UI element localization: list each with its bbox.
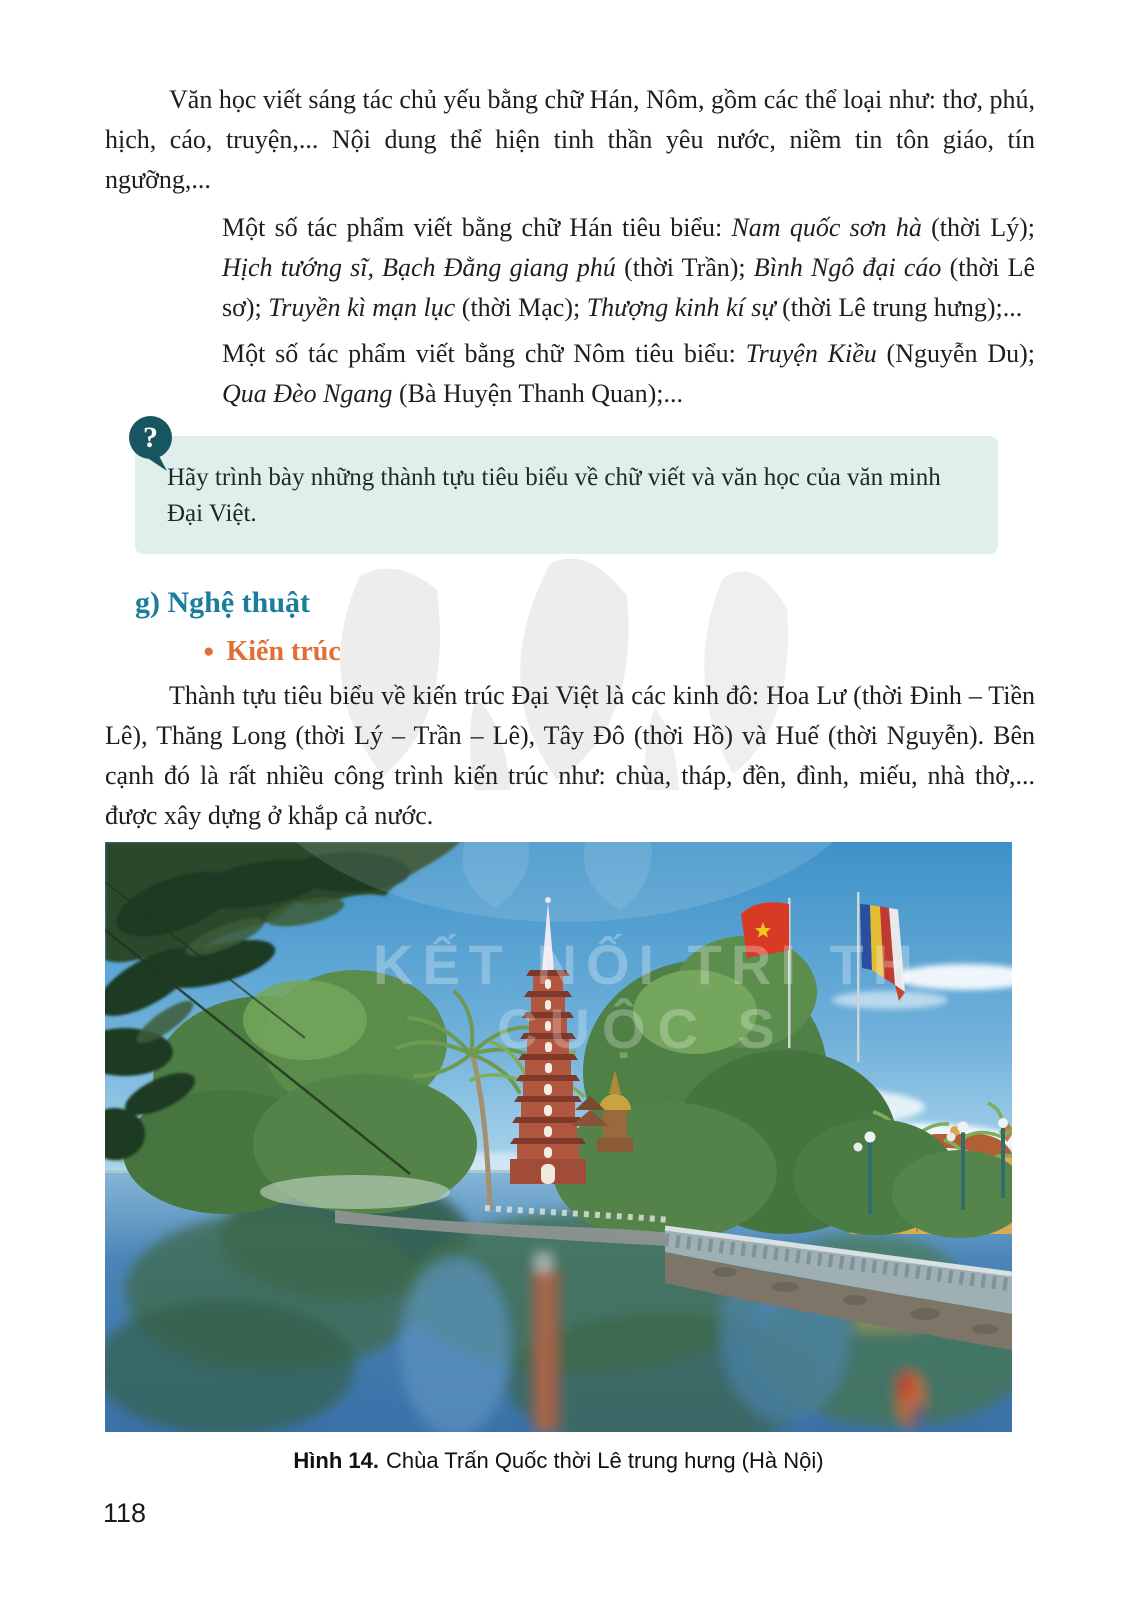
paragraph-architecture: Thành tựu tiêu biểu về kiến trúc Đại Việt là các kinh đô: Hoa Lư (thời Đinh – Tiền Lê), Thăng Long (thời Lý – Trần – Lê), Tây Đô (thời Hồ) và Huế (thời Nguyễn). Bên cạnh đó là rất nhiều công trình kiến trúc như: chùa, tháp, đền, đình, miếu, nhà thờ,... được xây dựng ở khắp cả nước. <box>105 681 1035 830</box>
svg-text:?: ? <box>143 421 158 454</box>
figure-label: Hình 14. <box>293 1448 379 1473</box>
figure-caption-text: Chùa Trấn Quốc thời Lê trung hưng (Hà Nội) <box>385 1448 824 1473</box>
paragraph-nom-works: Một số tác phẩm viết bằng chữ Nôm tiêu biểu: Truyện Kiều (Nguyễn Du); Qua Đèo Ngang (Bà Huyện Thanh Quan);... <box>222 339 1035 408</box>
figure-caption <box>105 1448 1012 1474</box>
svg-text:CUỘC S: CUỘC S <box>497 997 787 1060</box>
page-number: 118 <box>103 1498 147 1528</box>
tran-quoc-pagoda-photo <box>105 842 1012 1432</box>
question-text: Hãy trình bày những thành tựu tiêu biểu về chữ viết và văn học của văn minh Đại Việt. <box>167 464 941 527</box>
question-box <box>135 421 998 554</box>
svg-text:KẾT NỐI TRI TH: KẾT NỐI TRI TH <box>373 933 923 996</box>
bullet-icon: ● <box>203 641 215 662</box>
subsection-label: Kiến trúc <box>226 636 341 667</box>
question-mark-icon <box>128 415 174 473</box>
figure-tran-quoc-pagoda <box>105 842 1012 1474</box>
paragraph-literature: Văn học viết sáng tác chủ yếu bằng chữ Hán, Nôm, gồm các thể loại như: thơ, phú, hịch, cáo, truyện,... Nội dung thể hiện tinh thần yêu nước, niềm tin tôn giáo, tín ngưỡng,... <box>105 85 1035 194</box>
subsection-heading <box>203 634 1035 670</box>
section-heading: g) Nghệ thuật <box>135 586 311 619</box>
paragraph-han-works: Một số tác phẩm viết bằng chữ Hán tiêu biểu: Nam quốc sơn hà (thời Lý); Hịch tướng sĩ, Bạch Đằng giang phú (thời Trần); Bình Ngô đại cáo (thời Lê sơ); Truyền kì mạn lục (thời Mạc); Thượng kinh kí sự (thời Lê trung hưng);... <box>222 213 1035 322</box>
